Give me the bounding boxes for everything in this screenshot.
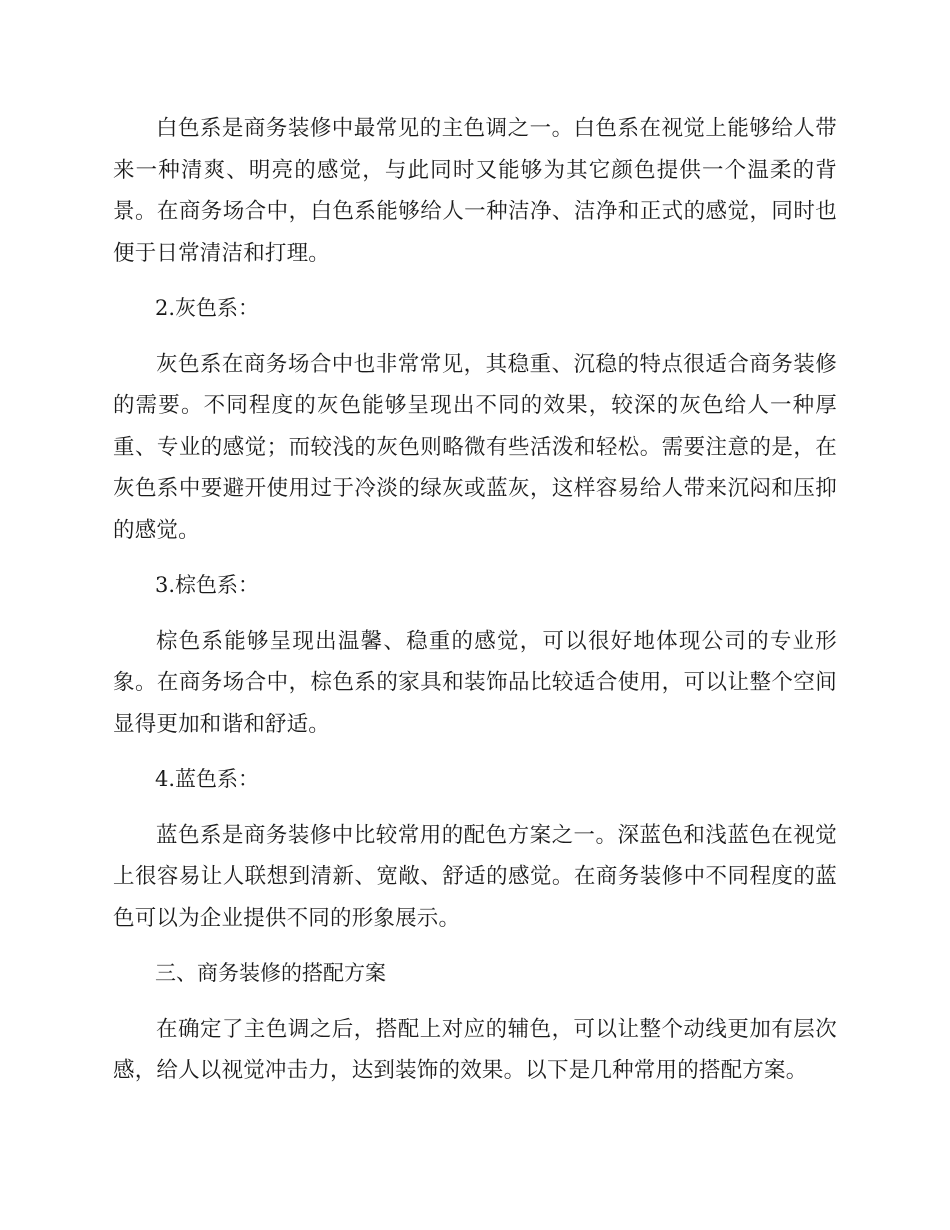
paragraph-blue-color-scheme: 蓝色系是商务装修中比较常用的配色方案之一。深蓝色和浅蓝色在视觉上很容易让人联想到清新、宽敞、舒适的感觉。在商务装修中不同程度的蓝色可以为企业提供不同的形象展示。 [113, 822, 837, 931]
paragraph-gray-color-scheme: 灰色系在商务场合中也非常常见，其稳重、沉稳的特点很适合商务装修的需要。不同程度的灰色能够呈现出不同的效果，较深的灰色给人一种厚重、专业的感觉；而较浅的灰色则略微有些活泼和轻松。需要注意的是，在灰色系中要避开使用过于冷淡的绿灰或蓝灰，这样容易给人带来沉闷和压抑的感觉。 [113, 351, 837, 543]
heading-matching-schemes: 三、商务装修的搭配方案 [155, 961, 386, 985]
paragraph-brown-color-scheme: 棕色系能够呈现出温馨、稳重的感觉，可以很好地体现公司的专业形象。在商务场合中，棕色系的家具和装饰品比较适合使用，可以让整个空间显得更加和谐和舒适。 [113, 628, 837, 737]
document-body [113, 108, 837, 1092]
paragraph-matching-schemes: 在确定了主色调之后，搭配上对应的辅色，可以让整个动线更加有层次感，给人以视觉冲击力，达到装饰的效果。以下是几种常用的搭配方案。 [113, 1016, 837, 1083]
paragraph-white-color-scheme: 白色系是商务装修中最常见的主色调之一。白色系在视觉上能够给人带来一种清爽、明亮的感觉，与此同时又能够为其它颜色提供一个温柔的背景。在商务场合中，白色系能够给人一种洁净、洁净和正式的感觉，同时也便于日常清洁和打理。 [113, 116, 837, 266]
heading-gray-color-scheme: 2.灰色系： [155, 296, 260, 320]
heading-blue-color-scheme: 4.蓝色系： [155, 767, 260, 791]
heading-brown-color-scheme: 3.棕色系： [155, 573, 260, 597]
